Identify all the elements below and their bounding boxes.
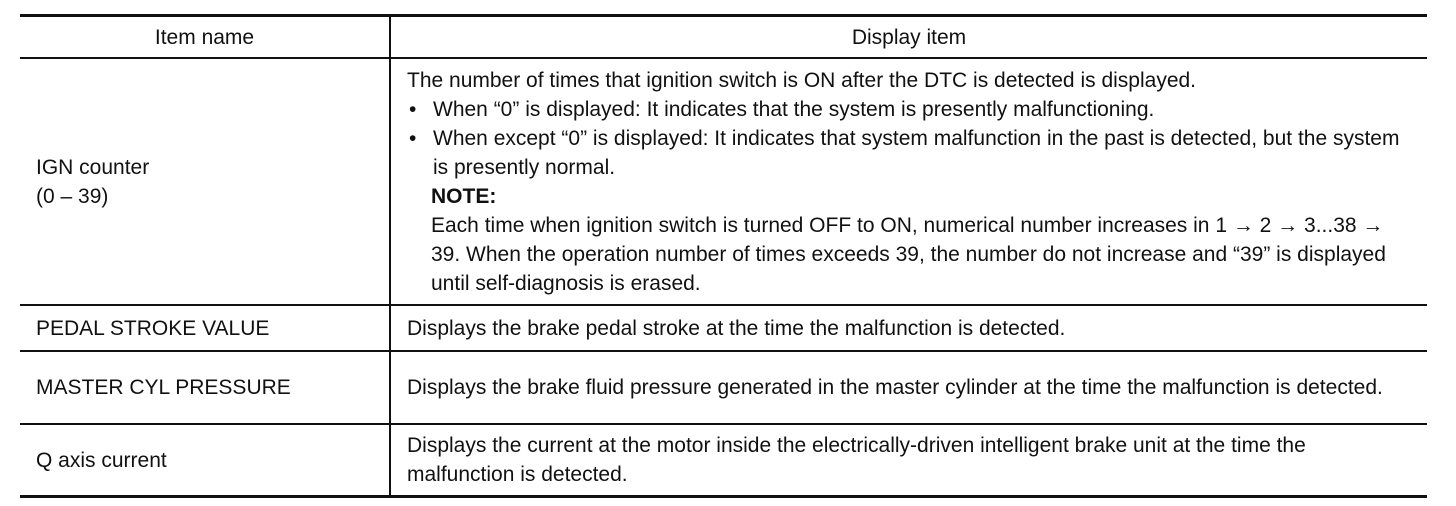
item-name-line: IGN counter	[36, 155, 150, 179]
item-name-cell: MASTER CYL PRESSURE	[20, 351, 390, 424]
table-row	[20, 305, 1427, 351]
display-item-table-container	[20, 14, 1427, 498]
bullet-dot: •	[409, 97, 417, 121]
bullet-text: When except “0” is displayed: It indicates that system malfunction in the past is detected, but the system is presently normal.	[433, 126, 1400, 179]
display-item-table	[20, 14, 1427, 498]
note-text: Each time when ignition switch is turned OFF to ON, numerical number increases in 1 → 2 → 3...38 → 39. When the operation number of times exceeds 39, the number do not increase and “39” is displayed until self-diagnosis is erased.	[431, 213, 1386, 295]
display-item-cell	[390, 58, 1427, 305]
table-row	[20, 424, 1427, 497]
display-intro: The number of times that ignition switch is ON after the DTC is detected is displayed.	[407, 68, 1197, 92]
display-item-cell: Displays the brake pedal stroke at the time the malfunction is detected.	[390, 305, 1427, 351]
bullet-item	[407, 124, 1415, 182]
display-item-cell: Displays the brake fluid pressure generated in the master cylinder at the time the malfunction is detected.	[390, 351, 1427, 424]
display-item-cell: Displays the current at the motor inside the electrically-driven intelligent brake unit at the time the malfunction is detected.	[390, 424, 1427, 497]
bullet-item	[407, 95, 1415, 124]
item-name-cell: Q axis current	[20, 424, 390, 497]
item-name-cell: PEDAL STROKE VALUE	[20, 305, 390, 351]
table-header-row	[20, 16, 1427, 59]
item-range-line: (0 – 39)	[36, 184, 109, 208]
item-name-cell	[20, 58, 390, 305]
header-item-name: Item name	[20, 16, 390, 59]
note-title: NOTE:	[431, 184, 497, 208]
bullet-text: When “0” is displayed: It indicates that the system is presently malfunctioning.	[433, 97, 1155, 121]
bullet-dot: •	[409, 126, 417, 150]
table-row	[20, 351, 1427, 424]
header-display-item: Display item	[390, 16, 1427, 59]
table-row	[20, 58, 1427, 305]
